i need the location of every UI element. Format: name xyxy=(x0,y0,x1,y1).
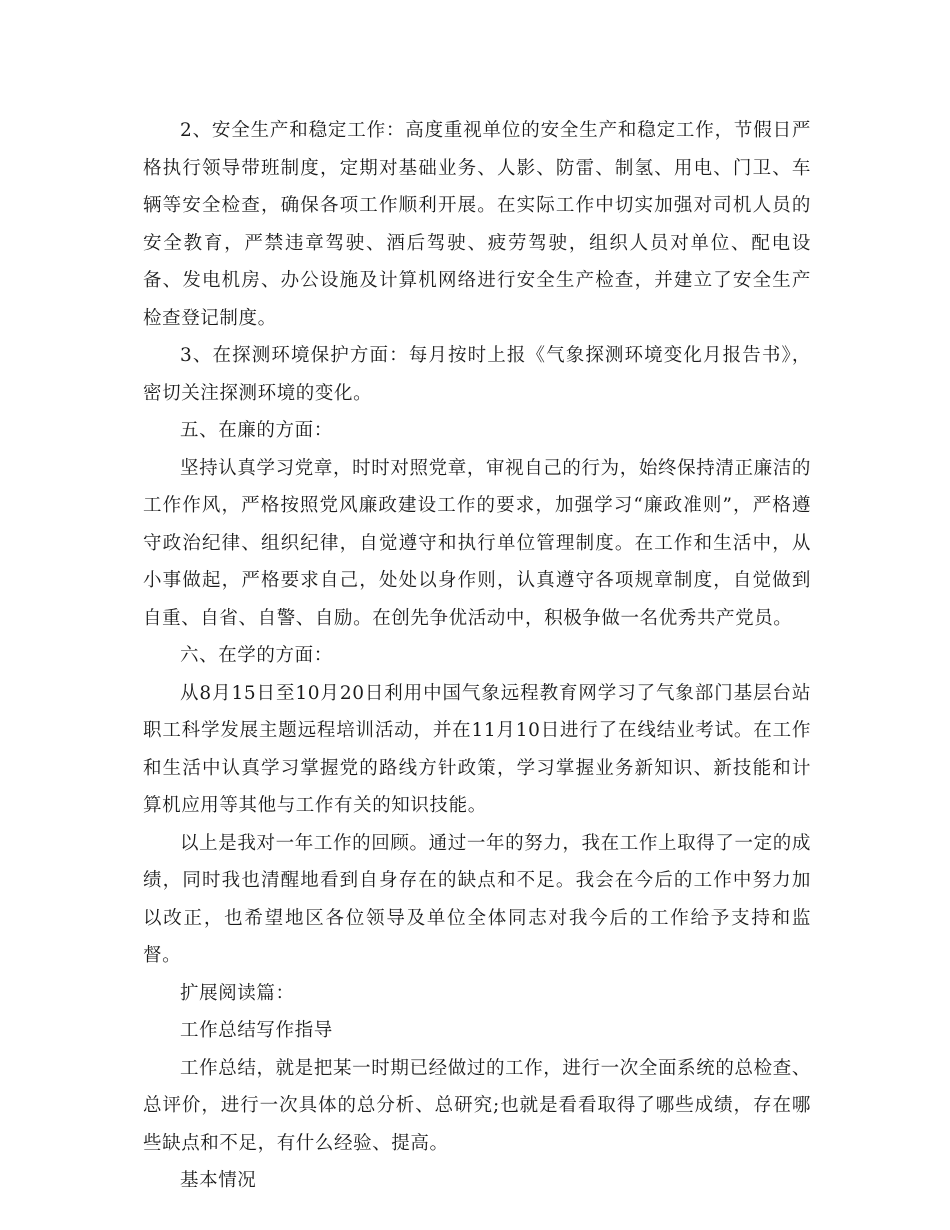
paragraph-safety-production: 2、安全生产和稳定工作：高度重视单位的安全生产和稳定工作，节假日严格执行领导带班制度，定期对基础业务、人影、防雷、制氢、用电、门卫、车辆等安全检查，确保各项工作顺利开展。在实际工作中切实加强对司机人员的安全教育，严禁违章驾驶、酒后驾驶、疲劳驾驶，组织人员对单位、配电设备、发电机房、办公设施及计算机网络进行安全生产检查，并建立了安全生产检查登记制度。 xyxy=(143,120,811,329)
section-heading-learning: 六、在学的方面： xyxy=(180,645,333,666)
paragraph-environment-protection: 3、在探测环境保护方面：每月按时上报《气象探测环境变化月报告书》，密切关注探测环境的变化。 xyxy=(143,345,811,404)
extended-reading-heading: 扩展阅读篇： xyxy=(180,982,295,1004)
basic-situation-heading: 基本情况 xyxy=(180,1170,257,1191)
section-heading-integrity: 五、在廉的方面： xyxy=(180,420,333,441)
paragraph-learning: 从8月15日至10月20日利用中国气象远程教育网学习了气象部门基层台站职工科学发展主题远程培训活动，并在11月10日进行了在线结业考试。在工作和生活中认真学习掌握党的路线方针政策，学习掌握业务新知识、新技能和计算机应用等其他与工作有关的知识技能。 xyxy=(143,682,811,816)
paragraph-conclusion: 以上是我对一年工作的回顾。通过一年的努力，我在工作上取得了一定的成绩，同时我也清醒地看到自身存在的缺点和不足。我会在今后的工作中努力加以改正，也希望地区各位领导及单位全体同志对我今后的工作给予支持和监督。 xyxy=(143,832,811,966)
writing-guide-title: 工作总结写作指导 xyxy=(180,1020,333,1041)
paragraph-summary-definition: 工作总结，就是把某一时期已经做过的工作，进行一次全面系统的总检查、总评价，进行一次具体的总分析、总研究;也就是看看取得了哪些成绩，存在哪些缺点和不足，有什么经验、提高。 xyxy=(143,1057,811,1154)
paragraph-integrity: 坚持认真学习党章，时时对照党章，审视自己的行为，始终保持清正廉洁的工作作风，严格按照党风廉政建设工作的要求，加强学习“廉政准则”，严格遵守政治纪律、组织纪律，自觉遵守和执行单位管理制度。在工作和生活中，从小事做起，严格要求自己，处处以身作则，认真遵守各项规章制度，自觉做到自重、自省、自警、自励。在创先争优活动中，积极争做一名优秀共产党员。 xyxy=(143,457,811,629)
document-body xyxy=(143,112,811,1200)
